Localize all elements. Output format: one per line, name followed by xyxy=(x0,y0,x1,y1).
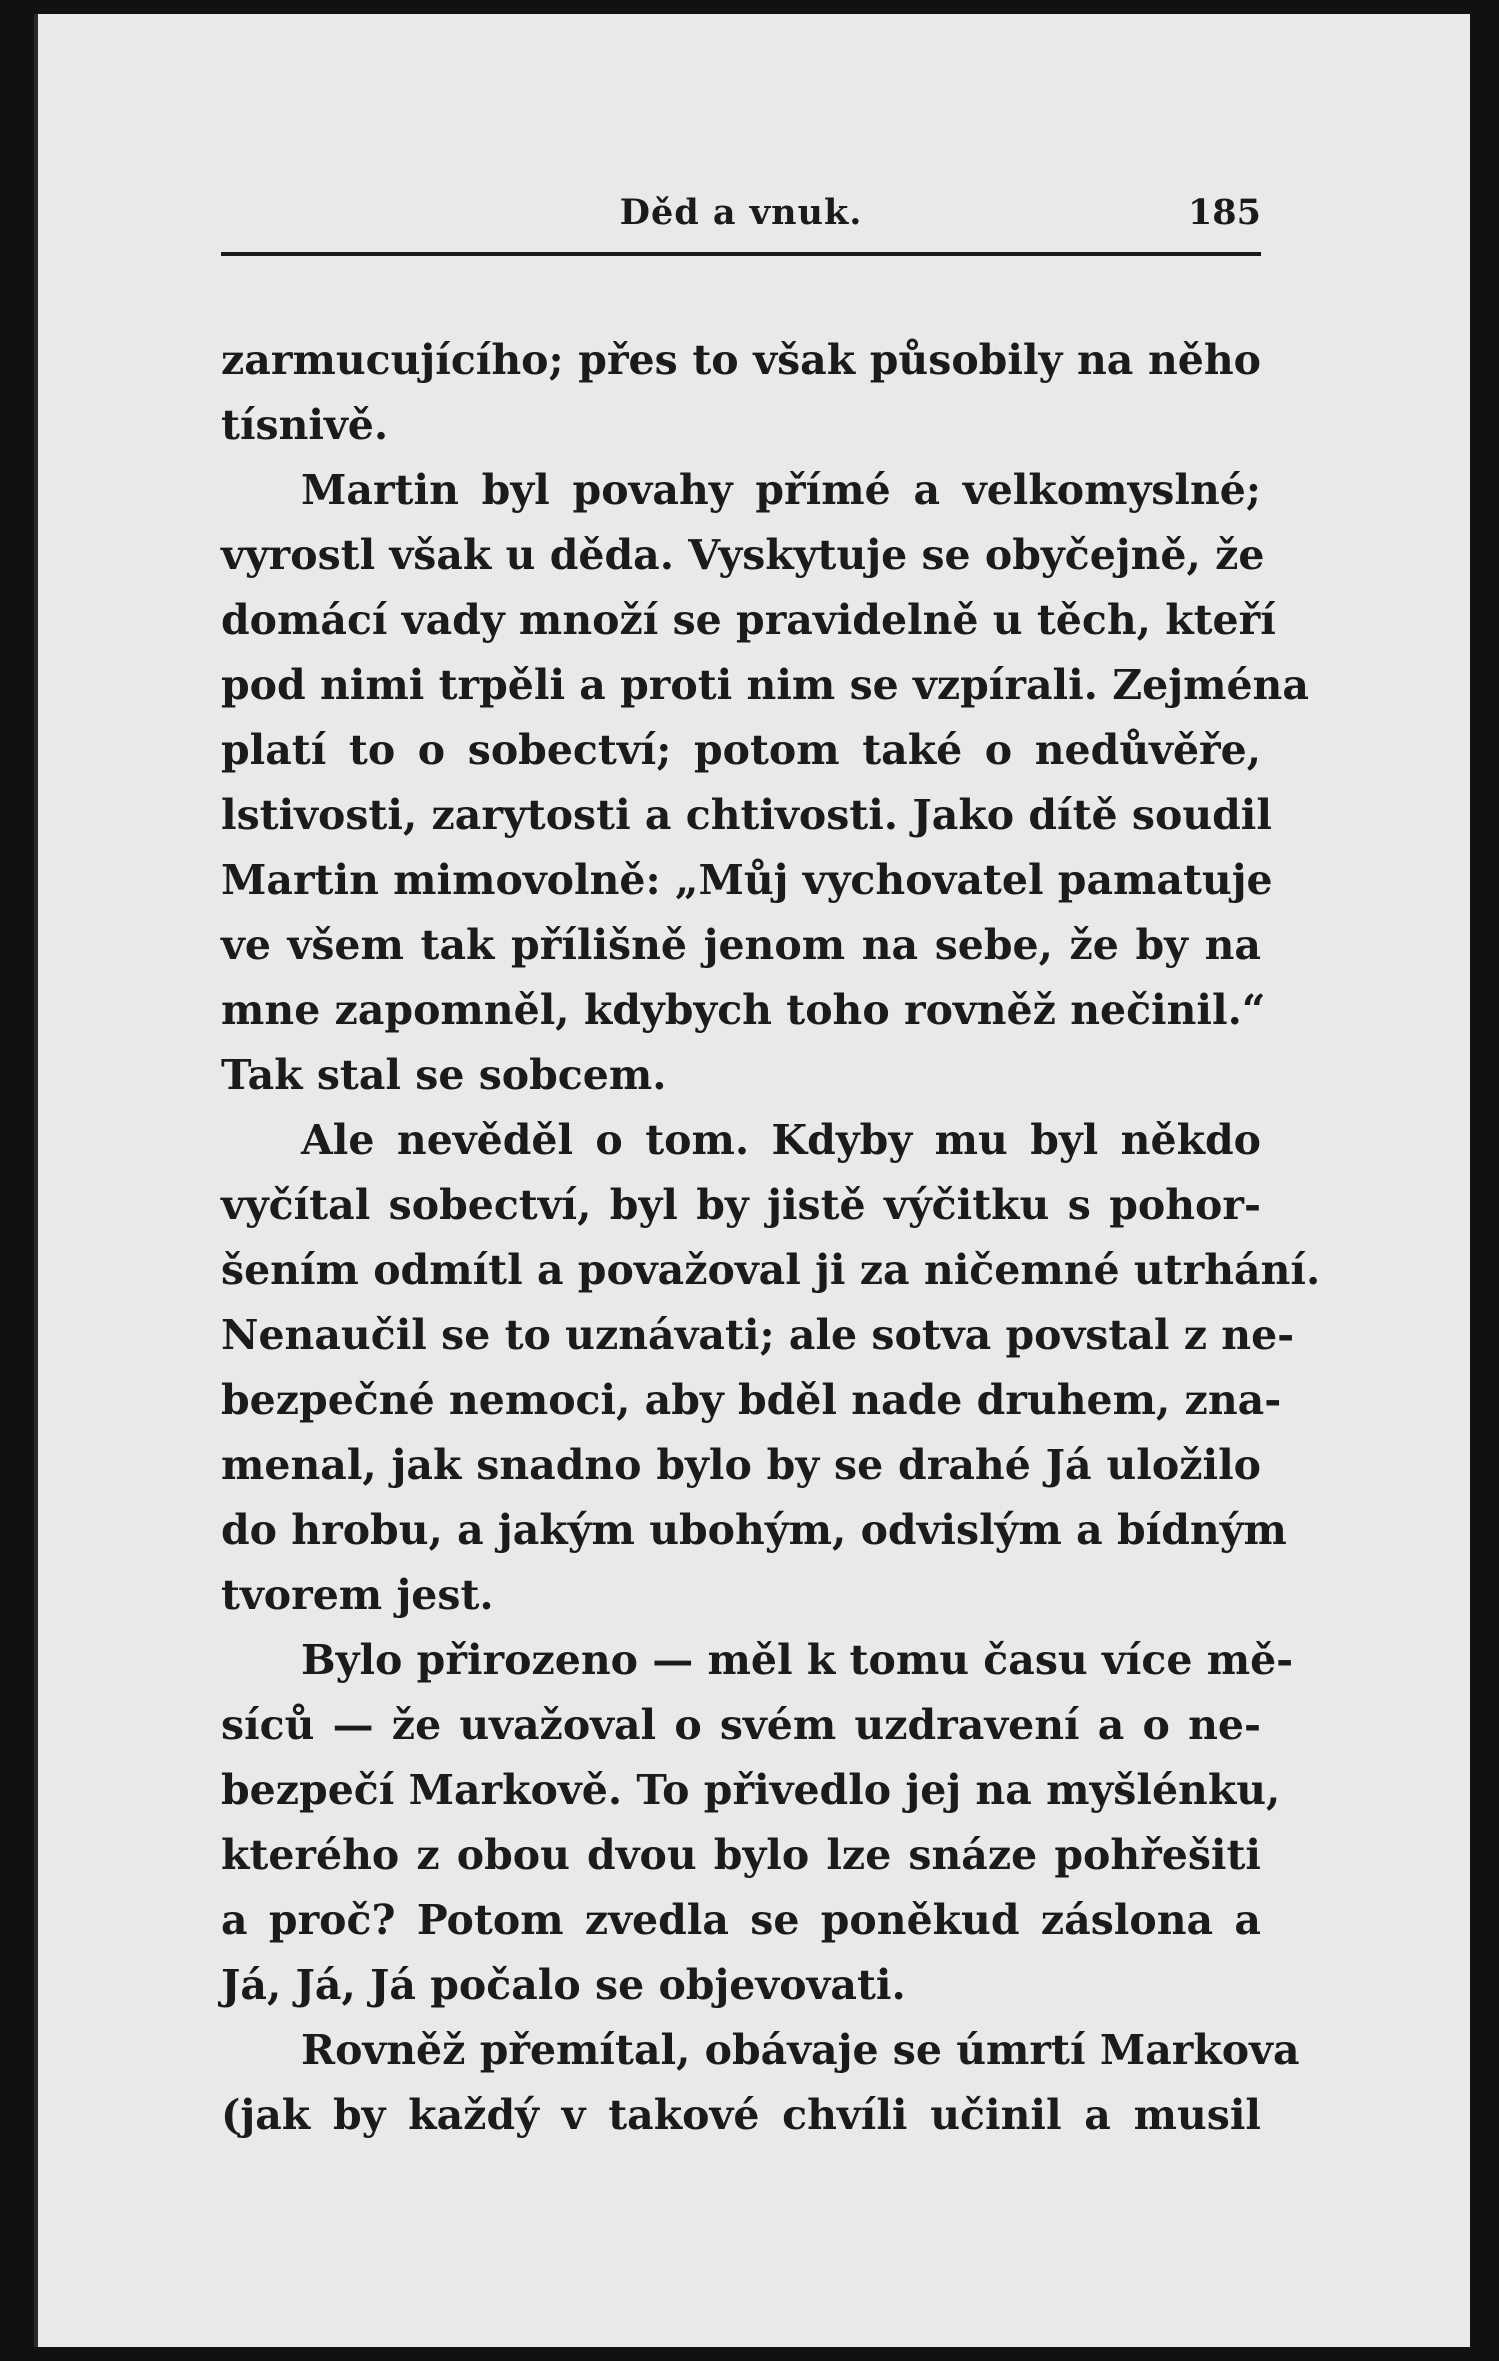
text-line: síců — že uvažoval o svém uzdravení a o ne- xyxy=(221,1701,1261,1749)
text-line: menal, jak snadno bylo by se drahé Já uložilo xyxy=(221,1441,1261,1489)
text-line: šením odmítl a považoval ji za ničemné utrhání. xyxy=(221,1246,1321,1294)
text-line: Nenaučil se to uznávati; ale sotva povstal z ne- xyxy=(221,1311,1295,1359)
text-line: pod nimi trpěli a proti nim se vzpírali. Zejména xyxy=(221,661,1309,709)
text-line: a proč? Potom zvedla se poněkud záslona a xyxy=(221,1896,1261,1944)
running-title: Děd a vnuk. xyxy=(619,192,863,233)
text-line: do hrobu, a jakým ubohým, odvislým a bídným xyxy=(221,1506,1287,1554)
text-line: Já, Já, Já počalo se objevovati. xyxy=(221,1961,906,2009)
page-edge-shadow xyxy=(34,14,38,2347)
header-rule xyxy=(221,252,1261,256)
text-line: bezpečné nemoci, aby bděl nade druhem, zna- xyxy=(221,1376,1282,1424)
text-line: kterého z obou dvou bylo lze snáze pohřešiti xyxy=(221,1831,1261,1879)
text-line: Tak stal se sobcem. xyxy=(221,1051,667,1099)
text-line: Rovněž přemítal, obávaje se úmrtí Markova xyxy=(301,2026,1300,2074)
text-line: Bylo přirozeno — měl k tomu času více mě- xyxy=(301,1636,1294,1684)
text-line: tísnivě. xyxy=(221,401,389,449)
text-line: Martin byl povahy přímé a velkomyslné; xyxy=(301,466,1261,514)
book-page xyxy=(34,14,1470,2347)
text-line: vyrostl však u děda. Vyskytuje se obyčejně, že xyxy=(221,531,1265,579)
text-line: ve všem tak přílišně jenom na sebe, že by na xyxy=(221,921,1261,969)
text-line: lstivosti, zarytosti a chtivosti. Jako dítě soudil xyxy=(221,791,1272,839)
text-line: vyčítal sobectví, byl by jistě výčitku s pohor- xyxy=(221,1181,1261,1229)
page-number: 185 xyxy=(1187,192,1261,233)
text-line: mne zapomněl, kdybych toho rovněž nečinil.“ xyxy=(221,986,1266,1034)
text-line: platí to o sobectví; potom také o nedůvěře, xyxy=(221,726,1261,774)
text-line: zarmucujícího; přes to však působily na něho xyxy=(221,336,1261,384)
text-line: (jak by každý v takové chvíli učinil a musil xyxy=(221,2091,1261,2139)
text-line: Martin mimovolně: „Můj vychovatel pamatuje xyxy=(221,856,1273,904)
text-line: tvorem jest. xyxy=(221,1571,494,1619)
text-line: domácí vady množí se pravidelně u těch, kteří xyxy=(221,596,1276,644)
text-line: bezpečí Markově. To přivedlo jej na myšlénku, xyxy=(221,1766,1281,1814)
body-text xyxy=(221,328,1321,2148)
text-line: Ale nevěděl o tom. Kdyby mu byl někdo xyxy=(301,1116,1261,1164)
page-header xyxy=(221,192,1261,244)
